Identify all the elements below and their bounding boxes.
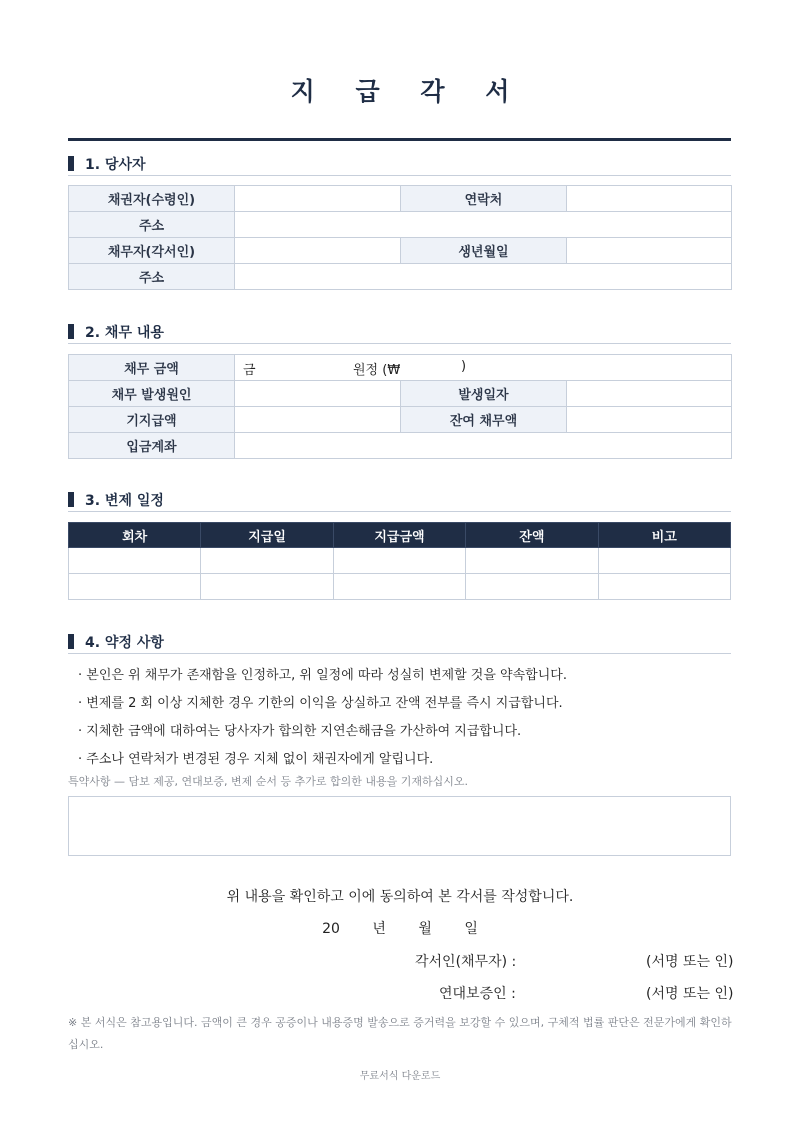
title-divider bbox=[68, 138, 731, 141]
date-year-prefix: 20 bbox=[322, 921, 340, 937]
parties-table bbox=[68, 185, 732, 290]
section-header-schedule bbox=[68, 488, 731, 512]
section-title: 2. 채무 내용 bbox=[85, 325, 164, 341]
section-header-debt bbox=[68, 320, 731, 344]
schedule-cell[interactable] bbox=[201, 574, 333, 600]
date-line bbox=[0, 918, 800, 938]
contact-label: 연락처 bbox=[401, 186, 567, 212]
schedule-header-remarks: 비고 bbox=[598, 523, 730, 548]
schedule-header-balance: 잔액 bbox=[466, 523, 598, 548]
account-label: 입금계좌 bbox=[69, 433, 235, 459]
special-terms-box[interactable] bbox=[68, 796, 731, 856]
amount-won-label: 원정 (₩ bbox=[353, 363, 401, 378]
remain-label: 잔여 채무액 bbox=[401, 407, 567, 433]
date-year-label: 년 bbox=[372, 921, 386, 937]
birth-field[interactable] bbox=[567, 238, 732, 264]
amount-prefix: 금 bbox=[243, 363, 256, 378]
clause-item: · 변제를 2 회 이상 지체한 경우 기한의 이익을 상실하고 잔액 전부를 즉시 지급합니다. bbox=[78, 696, 563, 711]
section-title: 3. 변제 일정 bbox=[85, 493, 164, 509]
section-header-terms bbox=[68, 630, 731, 654]
confirmation-text: 위 내용을 확인하고 이에 동의하여 본 각서를 작성합니다. bbox=[226, 889, 574, 905]
schedule-table bbox=[68, 522, 731, 600]
schedule-cell[interactable] bbox=[598, 548, 730, 574]
clause-item: · 본인은 위 채무가 존재함을 인정하고, 위 일정에 따라 성실히 변제할 것을 약속합니다. bbox=[78, 668, 567, 683]
schedule-header-date: 지급일 bbox=[201, 523, 333, 548]
occur-date-label: 발생일자 bbox=[401, 381, 567, 407]
amount-close: ) bbox=[461, 359, 467, 374]
section-header-parties bbox=[68, 152, 731, 176]
special-terms-hint: 특약사항 — 담보 제공, 연대보증, 변제 순서 등 추가로 합의한 내용을 기재하십시오. bbox=[68, 775, 468, 788]
footer-link[interactable]: 무료서식 다운로드 bbox=[359, 1071, 441, 1082]
schedule-cell[interactable] bbox=[69, 548, 201, 574]
paid-label: 기지급액 bbox=[69, 407, 235, 433]
creditor-label: 채권자(수령인) bbox=[69, 186, 235, 212]
section-marker bbox=[68, 634, 74, 649]
creditor-address-label: 주소 bbox=[69, 212, 235, 238]
debtor-address-label: 주소 bbox=[69, 264, 235, 290]
creditor-field[interactable] bbox=[235, 186, 401, 212]
guarantor-signature-label: 연대보증인 : bbox=[439, 986, 516, 1002]
account-field[interactable] bbox=[235, 433, 732, 459]
section-title: 4. 약정 사항 bbox=[85, 635, 164, 651]
amount-label: 채무 금액 bbox=[69, 355, 235, 381]
contact-field[interactable] bbox=[567, 186, 732, 212]
date-month-label: 월 bbox=[418, 921, 432, 937]
schedule-cell[interactable] bbox=[201, 548, 333, 574]
debtor-address-field[interactable] bbox=[235, 264, 732, 290]
paid-field[interactable] bbox=[235, 407, 401, 433]
creditor-address-field[interactable] bbox=[235, 212, 732, 238]
debtor-label: 채무자(각서인) bbox=[69, 238, 235, 264]
clause-list bbox=[78, 662, 567, 774]
guarantor-signature-field[interactable]: (서명 또는 인) bbox=[646, 986, 734, 1002]
table-row bbox=[69, 548, 731, 574]
clause-item: · 주소나 연락처가 변경된 경우 지체 없이 채권자에게 알립니다. bbox=[78, 752, 434, 767]
schedule-cell[interactable] bbox=[333, 548, 465, 574]
schedule-cell[interactable] bbox=[466, 574, 598, 600]
section-marker bbox=[68, 156, 74, 171]
remain-field[interactable] bbox=[567, 407, 732, 433]
table-row bbox=[69, 574, 731, 600]
date-day-label: 일 bbox=[464, 921, 478, 937]
footnote: ※ 본 서식은 참고용입니다. 금액이 큰 경우 공증이나 내용증명 발송으로 증거력을 보강할 수 있으며, 구체적 법률 판단은 전문가에게 확인하십시오. bbox=[68, 1016, 732, 1051]
debtor-field[interactable] bbox=[235, 238, 401, 264]
cause-label: 채무 발생원인 bbox=[69, 381, 235, 407]
debt-table bbox=[68, 354, 732, 459]
schedule-cell[interactable] bbox=[598, 574, 730, 600]
birth-label: 생년월일 bbox=[401, 238, 567, 264]
amount-field[interactable] bbox=[235, 355, 732, 381]
writer-signature-field[interactable]: (서명 또는 인) bbox=[646, 954, 734, 970]
occur-date-field[interactable] bbox=[567, 381, 732, 407]
section-marker bbox=[68, 324, 74, 339]
page-title: 지 급 각 서 bbox=[290, 77, 526, 106]
cause-field[interactable] bbox=[235, 381, 401, 407]
schedule-header-amount: 지급금액 bbox=[333, 523, 465, 548]
schedule-header-round: 회차 bbox=[69, 523, 201, 548]
section-marker bbox=[68, 492, 74, 507]
writer-signature-label: 각서인(채무자) : bbox=[415, 954, 517, 970]
schedule-cell[interactable] bbox=[466, 548, 598, 574]
clause-item: · 지체한 금액에 대하여는 당사자가 합의한 지연손해금을 가산하여 지급합니다. bbox=[78, 724, 522, 739]
section-title: 1. 당사자 bbox=[85, 157, 146, 173]
schedule-cell[interactable] bbox=[69, 574, 201, 600]
schedule-cell[interactable] bbox=[333, 574, 465, 600]
